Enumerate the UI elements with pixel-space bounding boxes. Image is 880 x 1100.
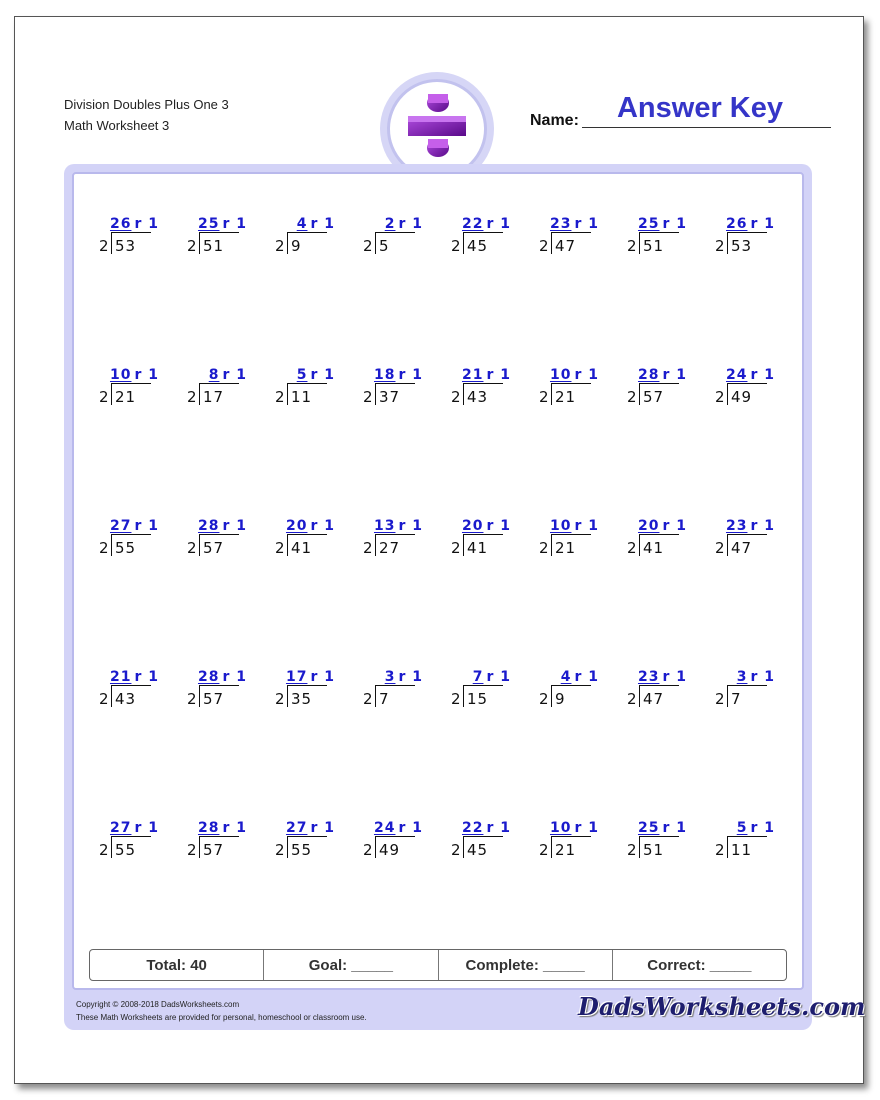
division-problem (539, 669, 609, 717)
usage-line: These Math Worksheets are provided for personal, homeschool or classroom use. (76, 1013, 367, 1022)
dividend: 7 (731, 690, 742, 708)
quotient: 2 (384, 216, 396, 232)
divisor: 2 (451, 539, 461, 557)
dividend: 49 (379, 841, 401, 859)
quotient: 20 (285, 518, 308, 534)
division-problem (539, 216, 609, 264)
division-problem (627, 216, 697, 264)
quotient: 10 (549, 367, 572, 383)
answer (638, 518, 687, 534)
quotient: 27 (109, 518, 132, 534)
answer (726, 518, 775, 534)
dividend: 35 (291, 690, 313, 708)
remainder: r 1 (134, 216, 159, 232)
remainder: r 1 (662, 216, 687, 232)
divisor: 2 (715, 841, 725, 859)
divisor: 2 (451, 388, 461, 406)
divisor: 2 (99, 237, 109, 255)
division-problem (715, 669, 785, 717)
answer (550, 367, 599, 383)
division-problem (275, 367, 345, 415)
answer (462, 216, 511, 232)
answer (297, 367, 335, 383)
dividend: 57 (203, 841, 225, 859)
dividend: 49 (731, 388, 753, 406)
answer (286, 518, 335, 534)
remainder: r 1 (662, 518, 687, 534)
divisor: 2 (363, 388, 373, 406)
dividend: 37 (379, 388, 401, 406)
dividend: 27 (379, 539, 401, 557)
divisor: 2 (715, 539, 725, 557)
dividend: 51 (643, 841, 665, 859)
quotient: 4 (296, 216, 308, 232)
dividend: 57 (203, 539, 225, 557)
quotient: 7 (472, 669, 484, 685)
division-problem (451, 669, 521, 717)
division-problem (275, 216, 345, 264)
answer (110, 820, 159, 836)
division-problem (539, 820, 609, 868)
division-problem (187, 518, 257, 566)
divisor: 2 (363, 237, 373, 255)
remainder: r 1 (486, 518, 511, 534)
dividend: 21 (555, 841, 577, 859)
answer (550, 216, 599, 232)
dividend: 53 (115, 237, 137, 255)
division-problem (99, 518, 169, 566)
quotient: 24 (725, 367, 748, 383)
answer (462, 367, 511, 383)
quotient: 24 (373, 820, 396, 836)
remainder: r 1 (310, 367, 335, 383)
divisor: 2 (99, 539, 109, 557)
divisor: 2 (539, 690, 549, 708)
answer (374, 820, 423, 836)
dividend: 17 (203, 388, 225, 406)
dividend: 45 (467, 841, 489, 859)
quotient: 3 (736, 669, 748, 685)
divisor: 2 (187, 539, 197, 557)
answer (737, 820, 775, 836)
answer (110, 669, 159, 685)
divisor: 2 (99, 690, 109, 708)
remainder: r 1 (134, 669, 159, 685)
remainder: r 1 (750, 820, 775, 836)
divisor: 2 (715, 690, 725, 708)
division-problem (363, 820, 433, 868)
quotient: 26 (109, 216, 132, 232)
answer (638, 367, 687, 383)
remainder: r 1 (574, 669, 599, 685)
remainder: r 1 (486, 669, 511, 685)
division-problem (627, 518, 697, 566)
answer (638, 216, 687, 232)
quotient: 22 (461, 820, 484, 836)
division-problem (715, 367, 785, 415)
division-problem (627, 820, 697, 868)
divisor: 2 (363, 841, 373, 859)
remainder: r 1 (222, 820, 247, 836)
remainder: r 1 (750, 367, 775, 383)
quotient: 13 (373, 518, 396, 534)
quotient: 25 (637, 216, 660, 232)
quotient: 25 (197, 216, 220, 232)
remainder: r 1 (222, 367, 247, 383)
quotient: 21 (109, 669, 132, 685)
answer (638, 669, 687, 685)
quotient: 4 (560, 669, 572, 685)
dividend: 51 (643, 237, 665, 255)
divisor: 2 (627, 539, 637, 557)
quotient: 23 (725, 518, 748, 534)
remainder: r 1 (398, 669, 423, 685)
answer (550, 518, 599, 534)
remainder: r 1 (398, 216, 423, 232)
dividend: 5 (379, 237, 390, 255)
quotient: 28 (197, 518, 220, 534)
division-problem (275, 669, 345, 717)
divisor: 2 (539, 539, 549, 557)
answer (209, 367, 247, 383)
division-problem (99, 216, 169, 264)
quotient: 27 (109, 820, 132, 836)
remainder: r 1 (310, 216, 335, 232)
remainder: r 1 (222, 518, 247, 534)
division-problem (99, 820, 169, 868)
divisor: 2 (715, 388, 725, 406)
dividend: 57 (643, 388, 665, 406)
answer (110, 216, 159, 232)
goal-cell: Goal: _____ (264, 950, 438, 980)
brand-logo: DadsWorksheets.com (578, 992, 866, 1021)
dividend: 51 (203, 237, 225, 255)
answer (726, 216, 775, 232)
dividend: 53 (731, 237, 753, 255)
dividend: 7 (379, 690, 390, 708)
divisor: 2 (451, 841, 461, 859)
dividend: 55 (115, 841, 137, 859)
quotient: 5 (736, 820, 748, 836)
remainder: r 1 (310, 518, 335, 534)
quotient: 10 (549, 820, 572, 836)
quotient: 23 (637, 669, 660, 685)
answer (473, 669, 511, 685)
remainder: r 1 (574, 367, 599, 383)
divisor: 2 (187, 690, 197, 708)
quotient: 10 (109, 367, 132, 383)
division-problem (99, 367, 169, 415)
division-problem (451, 820, 521, 868)
dividend: 9 (555, 690, 566, 708)
division-problem (275, 820, 345, 868)
division-problem (451, 518, 521, 566)
answer (462, 820, 511, 836)
score-table (89, 949, 787, 981)
quotient: 23 (549, 216, 572, 232)
dividend: 45 (467, 237, 489, 255)
answer (462, 518, 511, 534)
division-problem (715, 820, 785, 868)
division-problem (539, 367, 609, 415)
divisor: 2 (363, 539, 373, 557)
dividend: 43 (467, 388, 489, 406)
answer (374, 367, 423, 383)
division-problem (715, 216, 785, 264)
quotient: 28 (197, 669, 220, 685)
remainder: r 1 (310, 820, 335, 836)
remainder: r 1 (398, 518, 423, 534)
divisor: 2 (451, 237, 461, 255)
divisor: 2 (627, 388, 637, 406)
quotient: 25 (637, 820, 660, 836)
dividend: 55 (115, 539, 137, 557)
dividend: 43 (115, 690, 137, 708)
divisor: 2 (539, 841, 549, 859)
quotient: 21 (461, 367, 484, 383)
answer (110, 367, 159, 383)
divisor: 2 (451, 690, 461, 708)
division-problem (363, 669, 433, 717)
quotient: 26 (725, 216, 748, 232)
answer (198, 216, 247, 232)
quotient: 10 (549, 518, 572, 534)
remainder: r 1 (662, 820, 687, 836)
remainder: r 1 (574, 518, 599, 534)
answer (198, 669, 247, 685)
answer (297, 216, 335, 232)
remainder: r 1 (662, 669, 687, 685)
remainder: r 1 (310, 669, 335, 685)
divisor: 2 (539, 388, 549, 406)
answer (198, 518, 247, 534)
divisor: 2 (99, 388, 109, 406)
answer (561, 669, 599, 685)
divisor: 2 (539, 237, 549, 255)
complete-cell: Complete: _____ (439, 950, 613, 980)
division-problem (715, 518, 785, 566)
answer (726, 367, 775, 383)
divisor: 2 (715, 237, 725, 255)
dividend: 47 (731, 539, 753, 557)
answer-key-label: Answer Key (616, 92, 783, 124)
dividend: 21 (115, 388, 137, 406)
quotient: 27 (285, 820, 308, 836)
quotient: 28 (197, 820, 220, 836)
division-problem (187, 216, 257, 264)
dividend: 11 (291, 388, 313, 406)
quotient: 22 (461, 216, 484, 232)
divisor: 2 (275, 237, 285, 255)
divisor: 2 (275, 690, 285, 708)
divisor: 2 (363, 690, 373, 708)
division-problem (187, 669, 257, 717)
remainder: r 1 (750, 216, 775, 232)
dividend: 47 (555, 237, 577, 255)
remainder: r 1 (134, 518, 159, 534)
copyright-notice (76, 998, 367, 1024)
divisor: 2 (275, 388, 285, 406)
division-problem (539, 518, 609, 566)
answer (286, 820, 335, 836)
division-problem (627, 669, 697, 717)
answer (550, 820, 599, 836)
divisor: 2 (99, 841, 109, 859)
division-problem (275, 518, 345, 566)
answer (385, 216, 423, 232)
remainder: r 1 (398, 367, 423, 383)
quotient: 20 (637, 518, 660, 534)
answer (737, 669, 775, 685)
remainder: r 1 (134, 367, 159, 383)
quotient: 3 (384, 669, 396, 685)
remainder: r 1 (222, 216, 247, 232)
divisor: 2 (187, 388, 197, 406)
answer (638, 820, 687, 836)
answer (374, 518, 423, 534)
worksheet-subtitle: Math Worksheet 3 (64, 118, 170, 133)
answer (385, 669, 423, 685)
dividend: 41 (467, 539, 489, 557)
dividend: 15 (467, 690, 489, 708)
division-problem (451, 367, 521, 415)
division-problem (451, 216, 521, 264)
quotient: 17 (285, 669, 308, 685)
answer (286, 669, 335, 685)
answer (198, 820, 247, 836)
remainder: r 1 (750, 518, 775, 534)
division-problem (187, 820, 257, 868)
division-problem (363, 216, 433, 264)
dividend: 57 (203, 690, 225, 708)
remainder: r 1 (574, 820, 599, 836)
quotient: 5 (296, 367, 308, 383)
divisor: 2 (187, 841, 197, 859)
divisor: 2 (627, 237, 637, 255)
worksheet-title: Division Doubles Plus One 3 (64, 97, 229, 112)
dividend: 41 (291, 539, 313, 557)
total-cell: Total: 40 (90, 950, 264, 980)
dividend: 21 (555, 388, 577, 406)
dividend: 21 (555, 539, 577, 557)
divisor: 2 (627, 690, 637, 708)
dividend: 47 (643, 690, 665, 708)
name-label: Name: (530, 112, 579, 129)
divisor: 2 (627, 841, 637, 859)
remainder: r 1 (486, 367, 511, 383)
divisor: 2 (275, 539, 285, 557)
remainder: r 1 (750, 669, 775, 685)
divisor: 2 (187, 237, 197, 255)
division-problem (187, 367, 257, 415)
remainder: r 1 (662, 367, 687, 383)
remainder: r 1 (398, 820, 423, 836)
quotient: 20 (461, 518, 484, 534)
answer (110, 518, 159, 534)
division-problem (363, 367, 433, 415)
dividend: 9 (291, 237, 302, 255)
quotient: 8 (208, 367, 220, 383)
divisor: 2 (275, 841, 285, 859)
dividend: 55 (291, 841, 313, 859)
division-problem (627, 367, 697, 415)
division-problem (99, 669, 169, 717)
remainder: r 1 (222, 669, 247, 685)
division-problem (363, 518, 433, 566)
dividend: 41 (643, 539, 665, 557)
remainder: r 1 (486, 820, 511, 836)
quotient: 28 (637, 367, 660, 383)
copyright-line: Copyright © 2008-2018 DadsWorksheets.com (76, 1000, 240, 1009)
remainder: r 1 (574, 216, 599, 232)
remainder: r 1 (486, 216, 511, 232)
remainder: r 1 (134, 820, 159, 836)
quotient: 18 (373, 367, 396, 383)
correct-cell: Correct: _____ (647, 956, 752, 974)
dividend: 11 (731, 841, 753, 859)
